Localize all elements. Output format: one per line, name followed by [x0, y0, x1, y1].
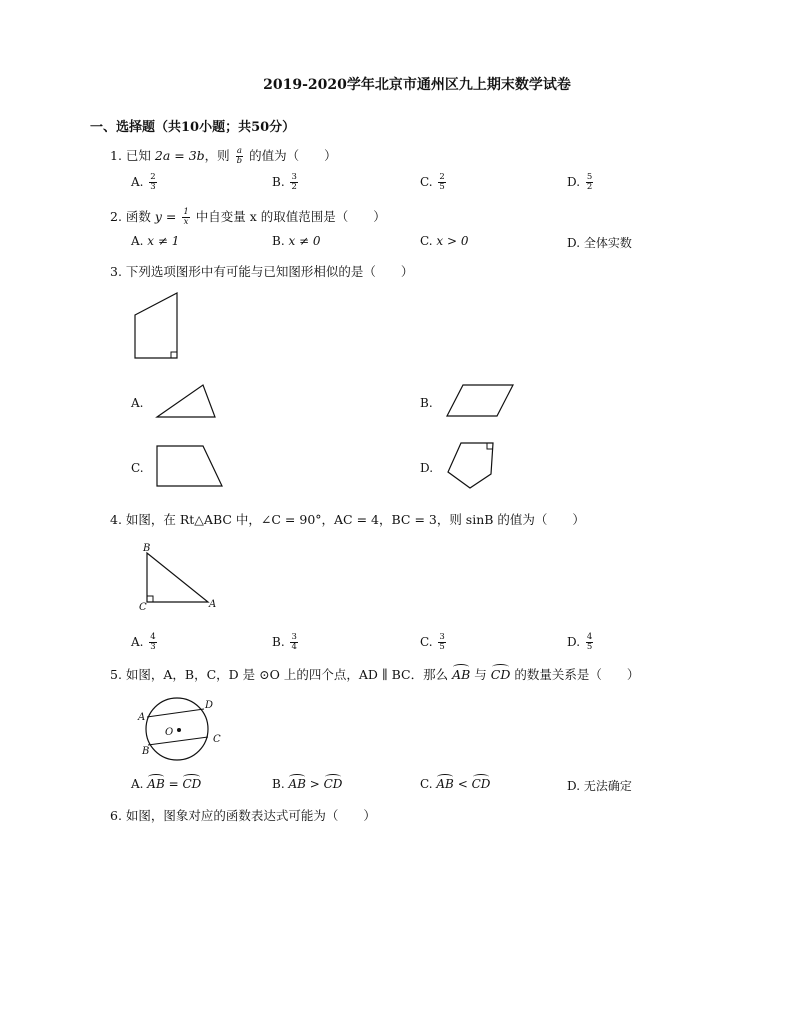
point-label-c: C — [213, 734, 221, 745]
option-label: C. — [420, 777, 437, 791]
option-label: D. — [567, 236, 584, 250]
question-2 — [110, 207, 386, 227]
q3-option-c-label[interactable]: C. — [131, 461, 144, 475]
question-5 — [110, 665, 639, 683]
q2-fraction-numerator: 1 — [183, 207, 189, 217]
q5-option-b[interactable] — [272, 777, 342, 791]
arc-cd: CD — [323, 777, 343, 791]
option-text: x ≠ 1 — [147, 234, 180, 248]
fraction-numerator: 2 — [439, 172, 445, 182]
fraction-numerator: 5 — [586, 172, 593, 182]
arc-cd: CD — [471, 777, 491, 791]
q1-suffix: 的值为（ ） — [245, 148, 337, 163]
q2-suffix: 中自变量 x 的取值范围是（ ） — [191, 209, 386, 224]
option-label: A. — [131, 234, 148, 248]
fraction-denominator: 3 — [150, 182, 156, 192]
q5-option-a[interactable] — [131, 777, 201, 791]
q1-fraction-numerator: a — [236, 146, 242, 156]
q5-prefix: 5. 如图，A，B，C，D 是 ⊙O 上的四个点，AD ∥ BC．那么 — [110, 667, 453, 682]
option-label: B. — [272, 175, 289, 189]
option-text: 无法确定 — [583, 779, 632, 793]
option-label: C. — [420, 175, 437, 189]
fraction-numerator: 3 — [291, 172, 297, 182]
fraction-denominator: 3 — [150, 642, 156, 652]
relation-sign: < — [453, 777, 472, 791]
question-1 — [110, 146, 337, 166]
q3-option-b-label[interactable]: B. — [420, 396, 433, 410]
q1-option-b[interactable] — [272, 173, 300, 192]
option-label: D. — [567, 175, 584, 189]
fraction-denominator: 5 — [439, 642, 445, 652]
arc-ab: AB — [436, 777, 454, 791]
q2-option-a[interactable] — [131, 234, 179, 248]
q5-suffix: 的数量关系是（ ） — [510, 667, 640, 682]
option-label: C. — [420, 635, 437, 649]
q1-mid: ，则 — [204, 148, 234, 163]
point-label-b: B — [142, 746, 150, 757]
q2-option-b[interactable] — [272, 234, 321, 248]
point-label-d: D — [205, 700, 214, 711]
option-label: B. — [272, 635, 289, 649]
q2-option-d[interactable] — [567, 234, 632, 251]
relation-sign: = — [164, 777, 183, 791]
question-6: 6. 如图，图象对应的函数表达式可能为（ ） — [110, 808, 376, 823]
arc-cd: CD — [490, 667, 511, 682]
vertex-label-c: C — [139, 602, 147, 613]
option-text: 全体实数 — [583, 236, 632, 250]
q3-option-a-label[interactable]: A. — [131, 396, 144, 410]
fraction-denominator: 2 — [586, 182, 593, 192]
page-title: 2019-2020学年北京市通州区九上期末数学试卷 — [263, 77, 571, 93]
relation-sign: > — [305, 777, 324, 791]
q3-option-d-pentagon[interactable] — [444, 440, 498, 492]
q1-condition: 2a = 3b — [154, 148, 205, 163]
q1-prefix: 1. 已知 — [110, 148, 155, 163]
option-label: A. — [131, 175, 148, 189]
fraction-denominator: 5 — [586, 642, 593, 652]
fraction-numerator: 3 — [439, 632, 445, 642]
q3-option-d-label[interactable]: D. — [420, 461, 434, 475]
q2-lhs: y = — [154, 209, 181, 224]
q1-fraction — [236, 147, 243, 166]
fraction-denominator: 4 — [291, 642, 297, 652]
point-label-o: O — [165, 727, 174, 738]
arc-ab: AB — [288, 777, 306, 791]
option-label: A. — [131, 777, 148, 791]
q1-option-d[interactable] — [567, 173, 595, 192]
q3-option-b-parallelogram[interactable] — [445, 383, 520, 419]
arc-cd: CD — [182, 777, 202, 791]
option-label: B. — [272, 234, 289, 248]
q4-option-b[interactable] — [272, 633, 300, 652]
option-label: A. — [131, 635, 148, 649]
fraction-numerator: 3 — [291, 632, 297, 642]
q1-option-c[interactable] — [420, 173, 448, 192]
arc-ab: AB — [452, 667, 471, 682]
q3-option-c-trapezoid[interactable] — [154, 443, 226, 489]
fraction-numerator: 2 — [150, 172, 156, 182]
q5-option-d[interactable] — [567, 777, 632, 794]
q5-option-c[interactable] — [420, 777, 490, 791]
q4-option-a[interactable] — [131, 633, 159, 652]
option-text: x > 0 — [436, 234, 469, 248]
section-heading: 一、选择题（共10小题；共50分） — [90, 120, 296, 135]
option-label: B. — [272, 777, 289, 791]
q1-fraction-denominator: b — [236, 156, 243, 166]
option-label: D. — [567, 779, 584, 793]
q5-circle-figure — [136, 695, 226, 761]
fraction-denominator: 2 — [291, 182, 297, 192]
q4-option-d[interactable] — [567, 633, 595, 652]
option-text: x ≠ 0 — [288, 234, 321, 248]
vertex-label-a: A — [209, 599, 217, 610]
q4-option-c[interactable] — [420, 633, 448, 652]
q1-option-a[interactable] — [131, 173, 159, 192]
q5-mid: 与 — [470, 667, 491, 682]
arc-ab: AB — [147, 777, 165, 791]
fraction-numerator: 4 — [586, 632, 593, 642]
option-label: D. — [567, 635, 584, 649]
question-4: 4. 如图，在 Rt△ABC 中，∠C = 90°，AC = 4，BC = 3，则 sinB 的值为（ ） — [110, 512, 585, 527]
question-3: 3. 下列选项图形中有可能与已知图形相似的是（ ） — [110, 264, 414, 279]
q2-prefix: 2. 函数 — [110, 209, 155, 224]
fraction-denominator: 5 — [439, 182, 445, 192]
vertex-label-b: B — [143, 543, 151, 554]
q2-fraction-denominator: x — [183, 217, 189, 227]
option-label: C. — [420, 234, 437, 248]
q3-option-a-triangle[interactable] — [155, 383, 220, 419]
q4-triangle-figure — [136, 540, 226, 615]
fraction-numerator: 4 — [150, 632, 156, 642]
point-label-a: A — [138, 712, 146, 723]
q2-fraction — [182, 208, 189, 227]
q2-option-c[interactable] — [420, 234, 468, 248]
q3-given-figure — [130, 290, 190, 365]
